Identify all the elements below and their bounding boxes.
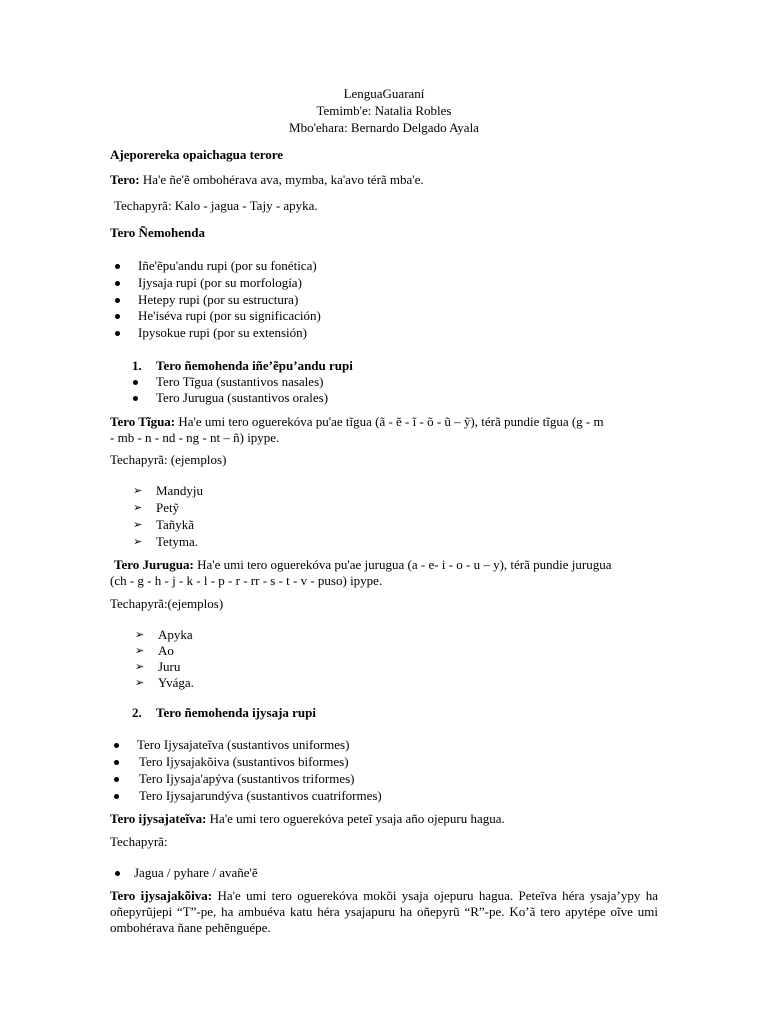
example-label: Techapyrã:(ejemplos) bbox=[110, 596, 224, 611]
ijysajateiva-definition: Tero ijysajateĩva: Ha'e umi tero oguerekóva peteĩ ysaja año ojepuru hagua. bbox=[110, 811, 505, 826]
list-item: Ijysaja rupi (por su morfología) bbox=[138, 275, 302, 290]
list-item: Tero Ijysajarundýva (sustantivos cuatriformes) bbox=[139, 788, 382, 803]
list-item: Juru bbox=[158, 659, 181, 674]
arrow-bullet-icon: ➢ bbox=[135, 660, 145, 673]
list-item: Apyka bbox=[158, 627, 193, 642]
tigua-definition-line2: - mb - n - nd - ng - nt – ñ) ipype. bbox=[110, 430, 280, 445]
list-item: Iñe'ẽpu'andu rupi (por su fonética) bbox=[138, 258, 317, 273]
bullet-icon bbox=[114, 794, 119, 799]
arrow-bullet-icon: ➢ bbox=[135, 676, 145, 689]
list-item: Ao bbox=[158, 643, 174, 658]
teacher-name: Mbo'ehara: Bernardo Delgado Ayala bbox=[289, 120, 479, 135]
jurugua-definition-line2: (ch - g - h - j - k - l - p - r - rr - s - t - v - puso) ipype. bbox=[110, 573, 383, 588]
bullet-icon bbox=[115, 314, 120, 319]
section-heading: Tero Ñemohenda bbox=[110, 225, 205, 240]
tero-example: Techapyrã: Kalo - jagua - Tajy - apyka. bbox=[114, 198, 318, 213]
list-item: Mandyju bbox=[156, 483, 203, 498]
bullet-icon bbox=[114, 743, 119, 748]
bullet-icon bbox=[114, 777, 119, 782]
arrow-bullet-icon: ➢ bbox=[135, 644, 145, 657]
list-item: Tero Ijysajateĩva (sustantivos uniformes) bbox=[137, 737, 350, 752]
list-item: Petỹ bbox=[156, 500, 180, 515]
list-item: Tero Tĩgua (sustantivos nasales) bbox=[156, 374, 324, 389]
arrow-bullet-icon: ➢ bbox=[133, 484, 143, 497]
list-number: 2. bbox=[132, 705, 142, 720]
list-item: Tero Ijysajakõiva (sustantivos biformes) bbox=[139, 754, 349, 769]
numbered-heading: Tero ñemohenda iñe’ẽpu’andu rupi bbox=[156, 358, 353, 373]
bullet-icon bbox=[133, 380, 138, 385]
arrow-bullet-icon: ➢ bbox=[133, 518, 143, 531]
student-name: Temimb'e: Natalia Robles bbox=[316, 103, 452, 118]
arrow-bullet-icon: ➢ bbox=[133, 535, 143, 548]
list-item: Ipysokue rupi (por su extensión) bbox=[138, 325, 307, 340]
tigua-definition-line1: Tero Tĩgua: Ha'e umi tero oguerekóva pu'ae tĩgua (ã - ẽ - ĩ - õ - ũ – ỹ), térã pundie tĩgua (g - m bbox=[110, 414, 604, 429]
example-label: Techapyrã: bbox=[110, 834, 168, 849]
list-item: Jagua / pyhare / avañe'ẽ bbox=[134, 865, 258, 880]
tero-definition: Tero: Ha'e ñe'ẽ ombohérava ava, mymba, ka'avo térã mba'e. bbox=[110, 172, 424, 187]
list-number: 1. bbox=[132, 358, 142, 373]
list-item: He'iséva rupi (por su significación) bbox=[138, 308, 321, 323]
bullet-icon bbox=[115, 281, 120, 286]
ijysajakoiva-definition: Tero ijysajakõiva: Ha'e umi tero oguerekóva mokõi ysaja ojepuru hagua. Peteĩva héra ysaja’ypy ha oñepyrũjepi “T”-pe, ha ambuéva katu héra ysajapuru ha oñepyrũ “R”-pe. Ko’ã tero apytépe oĩve umi ombohérava ñane pehẽnguépe. bbox=[110, 888, 658, 935]
bullet-icon bbox=[115, 331, 120, 336]
list-item: Yvága. bbox=[158, 675, 194, 690]
arrow-bullet-icon: ➢ bbox=[135, 628, 145, 641]
example-label: Techapyrã: (ejemplos) bbox=[110, 452, 227, 467]
section-heading: Ajeporereka opaichagua terore bbox=[110, 147, 284, 162]
list-item: Tetyma. bbox=[156, 534, 199, 549]
bullet-icon bbox=[115, 871, 120, 876]
numbered-heading: Tero ñemohenda ijysaja rupi bbox=[156, 705, 316, 720]
jurugua-definition-line1: Tero Jurugua: Ha'e umi tero oguerekóva pu'ae jurugua (a - e- i - o - u – y), térã pundie jurugua bbox=[114, 557, 612, 572]
list-item: Tero Ijysaja'apýva (sustantivos triformes) bbox=[139, 771, 355, 786]
bullet-icon bbox=[114, 760, 119, 765]
bullet-icon bbox=[115, 298, 120, 303]
bullet-icon bbox=[115, 264, 120, 269]
list-item: Tañykã bbox=[156, 517, 195, 532]
list-item: Hetepy rupi (por su estructura) bbox=[138, 292, 299, 307]
list-item: Tero Jurugua (sustantivos orales) bbox=[156, 390, 329, 405]
arrow-bullet-icon: ➢ bbox=[133, 501, 143, 514]
document-title: LenguaGuaraní bbox=[343, 86, 425, 101]
bullet-icon bbox=[133, 396, 138, 401]
